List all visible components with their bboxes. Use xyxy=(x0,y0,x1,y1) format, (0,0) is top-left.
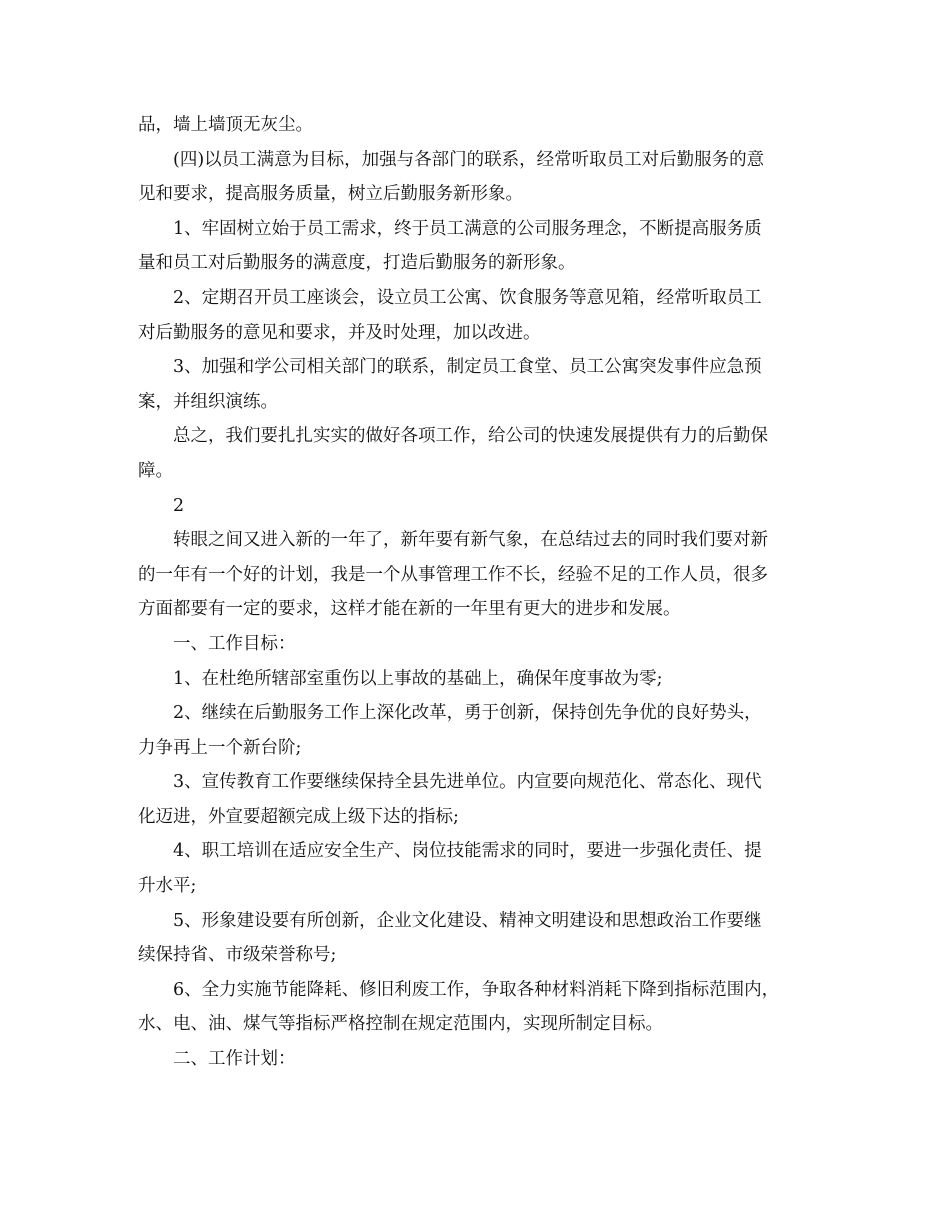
text-line: 障。 xyxy=(138,460,173,481)
text-line: 力争再上一个新台阶; xyxy=(138,737,302,758)
text-line: 3、加强和学公司相关部门的联系，制定员工食堂、员工公寓突发事件应急预 xyxy=(173,357,762,378)
text-line: 品，墙上墙顶无灰尘。 xyxy=(138,115,313,135)
text-line: 总之，我们要扎扎实实的做好各项工作，给公司的快速发展提供有力的后勤保 xyxy=(173,426,768,447)
text-line: 6、全力实施节能降耗、修旧利废工作，争取各种材料消耗下降到指标范围内， xyxy=(173,979,780,1000)
text-line: 方面都要有一定的要求，这样才能在新的一年里有更大的进步和发展。 xyxy=(138,599,681,620)
section-number: 2 xyxy=(173,495,185,516)
text-line: 案，并组织演练。 xyxy=(138,391,278,412)
text-line: 量和员工对后勤服务的满意度，打造后勤服务的新形象。 xyxy=(138,253,576,274)
text-line: 2、定期召开员工座谈会，设立员工公寓、饮食服务等意见箱，经常听取员工 xyxy=(173,287,762,308)
text-line: 4、职工培训在适应安全生产、岗位技能需求的同时，要进一步强化责任、提 xyxy=(173,841,762,862)
section-heading: 二、工作计划： xyxy=(173,1049,296,1070)
text-line: 转眼之间又进入新的一年了，新年要有新气象，在总结过去的同时我们要对新 xyxy=(173,530,768,551)
text-line: (四)以员工满意为目标，加强与各部门的联系，经常听取员工对后勤服务的意 xyxy=(173,149,765,170)
text-line: 见和要求，提高服务质量，树立后勤服务新形象。 xyxy=(138,184,523,205)
text-line: 2、继续在后勤服务工作上深化改革，勇于创新，保持创先争优的良好势头， xyxy=(173,703,762,724)
text-line: 化迈进，外宣要超额完成上级下达的指标; xyxy=(138,806,459,827)
text-line: 升水平; xyxy=(138,876,197,897)
text-line: 5、形象建设要有所创新，企业文化建设、精神文明建设和思想政治工作要继 xyxy=(173,910,762,931)
text-line: 3、宣传教育工作要继续保持全县先进单位。内宣要向规范化、常态化、现代 xyxy=(173,772,762,793)
text-line: 的一年有一个好的计划，我是一个从事管理工作不长，经验不足的工作人员，很多 xyxy=(138,564,768,585)
text-line: 续保持省、市级荣誉称号; xyxy=(138,945,337,966)
text-line: 对后勤服务的意见和要求，并及时处理，加以改进。 xyxy=(138,322,541,343)
text-line: 1、牢固树立始于员工需求，终于员工满意的公司服务理念，不断提高服务质 xyxy=(173,218,762,239)
section-heading: 一、工作目标： xyxy=(173,633,296,654)
text-line: 水、电、油、煤气等指标严格控制在规定范围内，实现所制定目标。 xyxy=(138,1014,663,1035)
text-line: 1、在杜绝所辖部室重伤以上事故的基础上，确保年度事故为零; xyxy=(173,668,663,689)
document-body xyxy=(138,108,828,1077)
